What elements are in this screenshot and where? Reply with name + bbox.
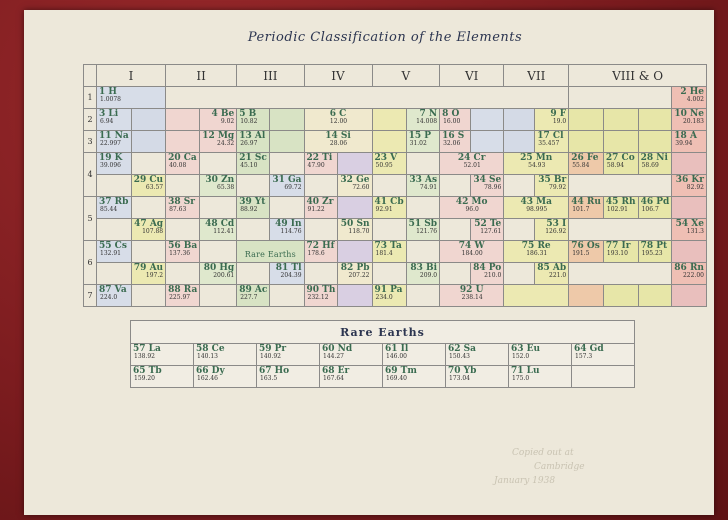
page-title: Periodic Classification of the Elements <box>247 30 523 45</box>
element-Va: 87 Va 224.0 <box>99 285 127 301</box>
empty-cell <box>304 175 338 197</box>
empty-cell <box>166 263 200 285</box>
element-Zr: 40 Zr 91.22 <box>306 197 334 213</box>
empty-cell <box>200 197 237 219</box>
empty-cell <box>97 219 132 241</box>
element-cell-Rh <box>603 197 638 219</box>
element-cell-Zn <box>200 175 237 197</box>
element-Hg: 80 Hg 200.61 <box>203 263 235 279</box>
element-Zn: 30 Zn 65.38 <box>205 175 235 191</box>
element-Er: 68 Er 167.64 <box>322 366 350 382</box>
element-cell-Na <box>97 131 132 153</box>
element-cell-Ge <box>338 175 372 197</box>
element-Dy: 66 Dy 162.46 <box>196 366 225 382</box>
element-cell-Ab <box>535 263 569 285</box>
element-cell-Yb <box>446 366 509 388</box>
element-cell-Tl <box>270 263 304 285</box>
element-Ma: 43 Ma 98.995 <box>520 197 552 213</box>
element-Lu: 71 Lu 175.0 <box>511 366 540 382</box>
rare-earths-row-2 <box>131 366 635 388</box>
empty-cell <box>471 109 504 131</box>
empty-cell <box>471 131 504 153</box>
element-cell-Gd <box>572 344 635 366</box>
empty-cell <box>603 285 638 307</box>
element-Se: 34 Se 78.96 <box>473 175 502 191</box>
element-Kr: 36 Kr 82.92 <box>675 175 704 191</box>
element-cell-Pr <box>257 344 320 366</box>
period-row-3 <box>84 131 707 153</box>
rare-earths-table <box>130 320 635 388</box>
signature-line-2: Cambridge <box>534 462 585 472</box>
rare-earths-label: Rare Earths <box>244 250 296 259</box>
element-cell-La <box>131 344 194 366</box>
element-cell-W <box>440 241 504 263</box>
period-row-5a <box>84 197 707 219</box>
empty-cell <box>504 109 535 131</box>
empty-cell <box>572 366 635 388</box>
element-Pd: 46 Pd 106.7 <box>640 197 670 213</box>
element-Y: 39 Yt 88.92 <box>239 197 266 213</box>
element-cell-P <box>406 131 439 153</box>
empty-cell <box>569 175 672 197</box>
element-cell-Nd <box>320 344 383 366</box>
period-row-6b <box>84 263 707 285</box>
element-Ni: 28 Ni 58.69 <box>640 153 668 169</box>
period-row-7 <box>84 285 707 307</box>
group-header-8: VIII & O <box>569 65 707 87</box>
empty-cell <box>200 153 237 175</box>
element-Il: 61 Il 146.00 <box>385 344 409 360</box>
empty-cell <box>504 175 535 197</box>
element-Rb: 37 Rb 85.44 <box>99 197 129 213</box>
element-cell-Bi <box>406 263 439 285</box>
empty-cell <box>406 241 439 263</box>
empty-cell <box>338 197 372 219</box>
element-cell-Se <box>471 175 504 197</box>
element-cell-As <box>406 175 439 197</box>
corner-cell <box>84 65 97 87</box>
element-cell-Os <box>569 241 604 263</box>
element-cell-Ni <box>638 153 672 175</box>
element-cell-Pa <box>372 285 406 307</box>
element-P: 15 P 31.02 <box>408 131 432 147</box>
element-Sn: 50 Sn 118.70 <box>340 219 370 235</box>
element-cell-Er <box>320 366 383 388</box>
element-Mn: 25 Mn 54.93 <box>520 153 553 169</box>
period-row-4b <box>84 175 707 197</box>
element-Sc: 21 Sc 45.10 <box>239 153 267 169</box>
element-N: 7 N 14.008 <box>416 109 438 125</box>
period-label: 5 <box>84 197 97 241</box>
empty-cell <box>270 109 304 131</box>
element-Pb: 82 Pb 207.22 <box>340 263 370 279</box>
empty-cell <box>406 153 439 175</box>
period-row-4a <box>84 153 707 175</box>
periodic-table <box>83 64 707 307</box>
element-Ru: 44 Ru 101.7 <box>571 197 601 213</box>
element-Ta: 73 Ta 181.4 <box>374 241 402 257</box>
empty-cell <box>569 263 672 285</box>
element-cell-rare-earths <box>237 241 304 263</box>
element-cell-Hg <box>200 263 237 285</box>
element-cell-Ho <box>257 366 320 388</box>
element-Ti: 22 Ti 47.90 <box>306 153 333 169</box>
element-cell-Li <box>97 109 132 131</box>
element-cell-Th <box>304 285 338 307</box>
empty-cell <box>270 153 304 175</box>
element-Pt: 78 Pt 195.23 <box>640 241 668 257</box>
element-Cd: 48 Cd 112.41 <box>205 219 235 235</box>
empty-cell <box>131 153 165 175</box>
rare-earths-row-1 <box>131 344 635 366</box>
element-Pa: 91 Pa 234.0 <box>374 285 403 301</box>
empty-cell <box>440 263 471 285</box>
element-Be: 4 Be 9.02 <box>211 109 235 125</box>
element-Tm: 69 Tm 169.40 <box>385 366 417 382</box>
element-Cr: 24 Cr 52.01 <box>457 153 486 169</box>
element-cell-Ru <box>569 197 604 219</box>
element-Tb: 65 Tb 159.20 <box>133 366 162 382</box>
element-cell-Po <box>471 263 504 285</box>
empty-cell <box>200 241 237 263</box>
empty-cell <box>372 109 406 131</box>
element-cell-Ba <box>166 241 200 263</box>
element-cell-Ac <box>237 285 270 307</box>
period-row-2 <box>84 109 707 131</box>
element-Bi: 83 Bi 209.0 <box>410 263 438 279</box>
element-cell-Il <box>383 344 446 366</box>
element-cell-O <box>440 109 471 131</box>
empty-cell <box>304 263 338 285</box>
period-row-5b <box>84 219 707 241</box>
element-cell-Sc <box>237 153 270 175</box>
element-Gd: 64 Gd 157.3 <box>574 344 604 360</box>
element-cell-Hf <box>304 241 338 263</box>
element-Cu: 29 Cu 63.57 <box>133 175 164 191</box>
empty-cell <box>672 241 707 263</box>
empty-cell <box>200 285 237 307</box>
element-cell-Ce <box>194 344 257 366</box>
empty-cell <box>338 285 372 307</box>
empty-cell <box>270 131 304 153</box>
element-Ca: 20 Ca 40.08 <box>168 153 197 169</box>
element-cell-Sr <box>166 197 200 219</box>
empty-cell <box>504 285 569 307</box>
empty-cell <box>131 285 165 307</box>
element-cell-Be <box>200 109 237 131</box>
element-cell-Re <box>504 241 569 263</box>
empty-cell <box>338 241 372 263</box>
element-cell-Ga <box>270 175 304 197</box>
element-cell-Cs <box>97 241 132 263</box>
element-cell-Rn <box>672 263 707 285</box>
empty-cell <box>304 219 338 241</box>
empty-cell <box>672 153 707 175</box>
element-cell-Ca <box>166 153 200 175</box>
empty-cell <box>131 241 165 263</box>
element-La: 57 La 138.92 <box>133 344 161 360</box>
element-cell-Tb <box>131 366 194 388</box>
empty-cell <box>372 131 406 153</box>
period-row-6a <box>84 241 707 263</box>
element-Ho: 67 Ho 163.5 <box>259 366 290 382</box>
empty-cell <box>166 87 569 109</box>
element-Sr: 38 Sr 87.63 <box>168 197 195 213</box>
empty-cell <box>372 175 406 197</box>
empty-cell <box>97 175 132 197</box>
empty-cell <box>237 263 270 285</box>
group-header-5: V <box>372 65 440 87</box>
element-cell-Dy <box>194 366 257 388</box>
empty-cell <box>569 285 604 307</box>
element-Ab: 85 Ab 221.0 <box>537 263 567 279</box>
period-label: 1 <box>84 87 97 109</box>
empty-cell <box>131 109 165 131</box>
element-I: 53 I 126.92 <box>545 219 567 235</box>
element-cell-Pb <box>338 263 372 285</box>
element-Sa: 62 Sa 150.43 <box>448 344 476 360</box>
signature-line-1: Copied out at <box>512 448 574 458</box>
empty-cell <box>97 263 132 285</box>
element-Ge: 32 Ge 72.60 <box>340 175 370 191</box>
element-cell-F <box>535 109 569 131</box>
element-Ag: 47 Ag 107.88 <box>134 219 164 235</box>
faint-signature <box>484 446 644 516</box>
element-cell-V <box>372 153 406 175</box>
element-cell-Br <box>535 175 569 197</box>
element-Na: 11 Na 22.997 <box>99 131 129 147</box>
empty-cell <box>372 219 406 241</box>
element-Sb: 51 Sb 121.76 <box>408 219 438 235</box>
element-cell-Sa <box>446 344 509 366</box>
element-V: 23 V 50.95 <box>374 153 398 169</box>
empty-cell <box>372 263 406 285</box>
signature-line-3: January 1938 <box>494 476 556 486</box>
element-cell-U <box>440 285 504 307</box>
empty-cell <box>440 219 471 241</box>
element-Fe: 26 Fe 55.84 <box>571 153 599 169</box>
element-W: 74 W 184.00 <box>458 241 485 257</box>
element-cell-Cl <box>535 131 569 153</box>
empty-cell <box>638 131 672 153</box>
element-cell-Xe <box>672 219 707 241</box>
element-Xe: 54 Xe 131.3 <box>675 219 704 235</box>
period-row-1 <box>84 87 707 109</box>
element-cell-Ir <box>603 241 638 263</box>
empty-cell <box>569 87 672 109</box>
element-Nd: 60 Nd 144.27 <box>322 344 353 360</box>
element-cell-Sn <box>338 219 372 241</box>
element-cell-Y <box>237 197 270 219</box>
element-cell-Ma <box>504 197 569 219</box>
element-Th: 90 Th 232.12 <box>306 285 336 301</box>
empty-cell <box>440 175 471 197</box>
group-header-7: VII <box>504 65 569 87</box>
empty-cell <box>270 285 304 307</box>
element-Ra: 88 Ra 225.97 <box>168 285 198 301</box>
element-Re: 75 Re 186.31 <box>521 241 551 257</box>
element-Eu: 63 Eu 152.0 <box>511 344 541 360</box>
empty-cell <box>672 197 707 219</box>
period-label: 4 <box>84 153 97 197</box>
empty-cell <box>270 197 304 219</box>
element-cell-Va <box>97 285 132 307</box>
empty-cell <box>569 131 604 153</box>
empty-cell <box>504 131 535 153</box>
element-cell-I <box>535 219 569 241</box>
empty-cell <box>504 263 535 285</box>
element-Ne: 10 Ne 20.183 <box>674 109 704 125</box>
empty-cell <box>131 197 165 219</box>
empty-cell <box>638 285 672 307</box>
element-cell-Ra <box>166 285 200 307</box>
element-Cb: 41 Cb 92.91 <box>374 197 404 213</box>
empty-cell <box>131 131 165 153</box>
element-U: 92 U 238.14 <box>459 285 484 301</box>
element-Te: 52 Te 127.61 <box>474 219 502 235</box>
element-cell-Pd <box>638 197 672 219</box>
empty-cell <box>237 175 270 197</box>
element-A: 18 A 39.94 <box>674 131 697 147</box>
element-cell-Al <box>237 131 270 153</box>
element-cell-B <box>237 109 270 131</box>
element-Yb: 70 Yb 173.04 <box>448 366 477 382</box>
group-header-6: VI <box>440 65 504 87</box>
element-B: 5 B 10.82 <box>239 109 258 125</box>
element-Au: 79 Au 197.2 <box>133 263 164 279</box>
element-Li: 3 Li 6.94 <box>99 109 119 125</box>
element-cell-Si <box>304 131 372 153</box>
element-Rh: 45 Rh 102.91 <box>605 197 636 213</box>
empty-cell <box>406 197 439 219</box>
element-Co: 27 Co 58.94 <box>605 153 635 169</box>
element-cell-N <box>406 109 439 131</box>
group-header-row <box>84 65 707 87</box>
element-cell-Zr <box>304 197 338 219</box>
rare-earths-title: Rare Earths <box>131 321 635 344</box>
element-Os: 76 Os 191.5 <box>571 241 600 257</box>
element-Ba: 56 Ba 137.36 <box>168 241 198 257</box>
element-Hf: 72 Hf 178.6 <box>306 241 335 257</box>
empty-cell <box>406 285 439 307</box>
empty-cell <box>166 219 200 241</box>
element-cell-Eu <box>509 344 572 366</box>
rare-earths-header-row <box>131 321 635 344</box>
element-He: 2 He 4.002 <box>680 87 704 103</box>
empty-cell <box>166 109 200 131</box>
element-S: 16 S 32.06 <box>442 131 465 147</box>
element-cell-Ta <box>372 241 406 263</box>
element-cell-In <box>270 219 304 241</box>
element-K: 19 K 39.096 <box>99 153 123 169</box>
group-header-1: I <box>97 65 166 87</box>
element-cell-C <box>304 109 372 131</box>
element-cell-Cb <box>372 197 406 219</box>
element-Br: 35 Br 79.92 <box>538 175 567 191</box>
element-Tl: 81 Tl 204.39 <box>275 263 302 279</box>
element-Cl: 17 Cl 35.457 <box>537 131 564 147</box>
element-cell-Cd <box>200 219 237 241</box>
empty-cell <box>569 109 604 131</box>
element-cell-Rb <box>97 197 132 219</box>
empty-cell <box>166 131 200 153</box>
element-cell-H <box>97 87 166 109</box>
group-header-4: IV <box>304 65 372 87</box>
element-Cs: 55 Cs 132.91 <box>99 241 127 257</box>
element-cell-Kr <box>672 175 707 197</box>
empty-cell <box>603 131 638 153</box>
element-cell-Co <box>603 153 638 175</box>
period-label: 7 <box>84 285 97 307</box>
element-cell-S <box>440 131 471 153</box>
element-Si: 14 Si 28.06 <box>325 131 351 147</box>
element-cell-Lu <box>509 366 572 388</box>
element-Ir: 77 Ir 193.10 <box>605 241 631 257</box>
element-cell-Mg <box>200 131 237 153</box>
empty-cell <box>569 219 672 241</box>
element-cell-K <box>97 153 132 175</box>
element-Al: 13 Al 26.97 <box>239 131 266 147</box>
element-Po: 84 Po 210.0 <box>473 263 502 279</box>
group-header-2: II <box>166 65 237 87</box>
element-cell-Ag <box>131 219 165 241</box>
element-Ga: 31 Ga 69.72 <box>272 175 302 191</box>
element-cell-Cr <box>440 153 504 175</box>
element-Mo: 42 Mo 96.0 <box>455 197 488 213</box>
period-label: 2 <box>84 109 97 131</box>
element-cell-Mn <box>504 153 569 175</box>
element-cell-Mo <box>440 197 504 219</box>
empty-cell <box>638 109 672 131</box>
element-cell-Ne <box>672 109 707 131</box>
empty-cell <box>166 175 200 197</box>
empty-cell <box>672 285 707 307</box>
element-In: 49 In 114.76 <box>275 219 302 235</box>
element-O: 8 O 16.00 <box>442 109 461 125</box>
element-cell-Ti <box>304 153 338 175</box>
element-cell-Sb <box>406 219 439 241</box>
element-H: 1 H 1.0078 <box>99 87 121 103</box>
group-header-3: III <box>237 65 304 87</box>
element-Pr: 59 Pr 140.92 <box>259 344 287 360</box>
period-label: 3 <box>84 131 97 153</box>
empty-cell <box>504 219 535 241</box>
empty-cell <box>603 109 638 131</box>
element-cell-Te <box>471 219 504 241</box>
element-cell-Tm <box>383 366 446 388</box>
element-Mg: 12 Mg 24.32 <box>202 131 235 147</box>
element-cell-Pt <box>638 241 672 263</box>
period-label: 6 <box>84 241 97 285</box>
element-cell-Cu <box>131 175 165 197</box>
element-F: 9 F 19.0 <box>550 109 567 125</box>
element-cell-Fe <box>569 153 604 175</box>
element-As: 33 As 74.91 <box>409 175 438 191</box>
empty-cell <box>237 219 270 241</box>
element-cell-Au <box>131 263 165 285</box>
element-Rn: 86 Rn 222.00 <box>674 263 704 279</box>
element-cell-A <box>672 131 707 153</box>
element-Ac: 89 Ac 227.7 <box>239 285 268 301</box>
element-C: 6 C 12.00 <box>329 109 348 125</box>
empty-cell <box>338 153 372 175</box>
element-cell-He <box>672 87 707 109</box>
element-Ce: 58 Ce 140.13 <box>196 344 225 360</box>
